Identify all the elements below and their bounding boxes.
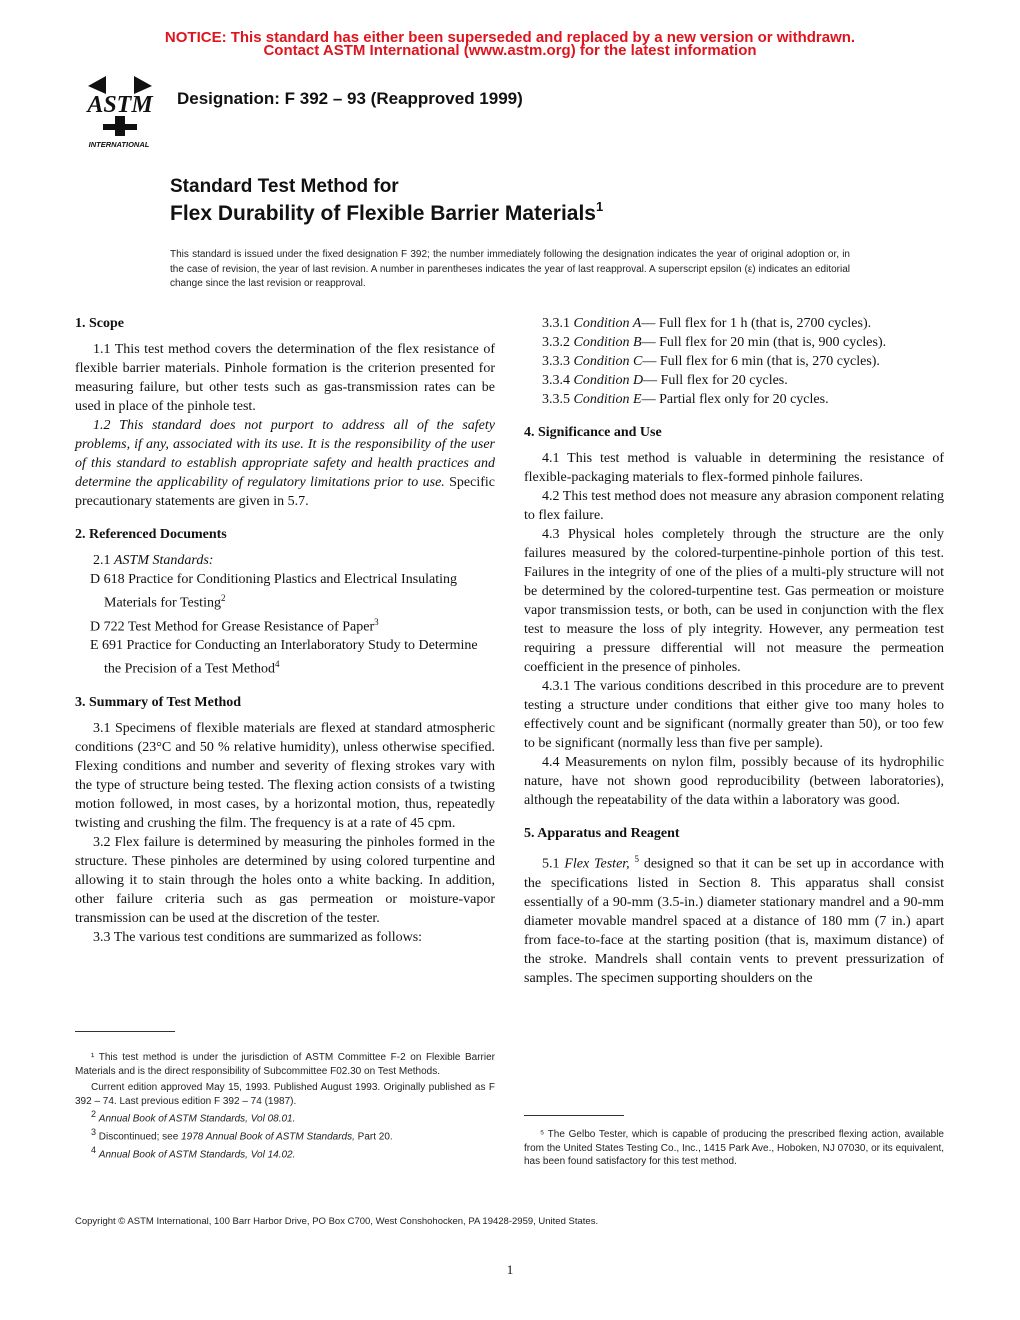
significance-4-3-1: 4.3.1 The various conditions described in this procedure are to prevent testing a structure under conditions that either give too many holes to effectively count and be significant (normally greater than 50), or too few to be significant (normally less than five per sample).: [524, 679, 944, 751]
ref-2-1-num: 2.1: [93, 553, 114, 568]
footnote-3: [75, 1126, 495, 1144]
apparatus-5-1-num: 5.1: [542, 856, 565, 872]
summary-heading: 3. Summary of Test Method: [75, 694, 242, 710]
right-footnotes: [524, 1128, 944, 1169]
ref-d618-fn: 2: [220, 593, 226, 603]
condition-a-text: — Full flex for 1 h (that is, 2700 cycles).: [641, 316, 872, 331]
condition-b: [524, 333, 944, 352]
significance-4-2: 4.2 This test method does not measure any abrasion component relating to flex failure.: [524, 489, 944, 523]
ref-2-1-label: ASTM Standards:: [114, 553, 214, 568]
footnote-3-b: 1978 Annual Book of ASTM Standards,: [181, 1131, 355, 1143]
condition-a-num: 3.3.1: [542, 316, 574, 331]
condition-b-label: Condition B: [573, 335, 642, 350]
footnote-3-mark: 3: [91, 1127, 97, 1138]
scope-1-1: 1.1 This test method covers the determination of the flex resistance of flexible barrier materials. Pinhole formation is the criterion presented for measuring failure, but other tests such as gas-transmission rates can be used in place of the pinhole test.: [75, 342, 495, 414]
scope-1-2-rest: Specific precautionary statements are given in 5.7.: [75, 475, 495, 509]
summary-3-3: 3.3 The various test conditions are summarized as follows:: [93, 929, 423, 945]
apparatus-5-1: [524, 850, 944, 988]
condition-d-text: — Full flex for 20 cycles.: [643, 373, 788, 388]
title-line-2: [170, 199, 603, 226]
summary-3-2: 3.2 Flex failure is determined by measuring the pinholes formed in the structure. These pinholes are determined by using colored turpentine and allowing it to stain through the holes onto a white backing. In addition, other failure criteria such as gas permeation or moisture-vapor transmission can be used at the discretion of the tester.: [75, 834, 495, 926]
footnote-2: [75, 1108, 495, 1126]
notice-line-2: Contact ASTM International (www.astm.org) for the latest information: [263, 42, 757, 59]
ref-e691-fn: 4: [275, 659, 280, 670]
significance-4-3: 4.3 Physical holes completely through the structure are the only failures measured by the colored-turpentine-pinhole portion of this test. Failures in the integrity of one of the plies of a multi-ply structure will not be determined by the colored-turpentine test. Gas permeation or moisture vapor transmission tests, or both, can be used in conjunction with the flex test to measure the loss of ply integrity. However, any permeation test requiring a pressure differential will not measure the permeation coefficient in the presence of pinholes.: [524, 527, 944, 675]
condition-c-label: Condition C: [573, 354, 643, 369]
scope-heading: 1. Scope: [75, 316, 124, 331]
footnote-4-text: Annual Book of ASTM Standards, Vol 14.02.: [98, 1149, 296, 1161]
footnote-3-a: Discontinued; see: [98, 1131, 182, 1143]
footnote-4: [75, 1144, 495, 1162]
footnote-4-mark: 4: [91, 1145, 97, 1156]
notice-line-1: NOTICE: This standard has either been superseded and replaced by a new version or withdrawn.: [164, 29, 856, 46]
condition-c: [524, 352, 944, 371]
apparatus-5-1-fn: 5: [634, 854, 640, 864]
right-column: [524, 314, 944, 988]
significance-heading: 4. Significance and Use: [524, 425, 662, 440]
title-footnote-mark: 1: [595, 199, 604, 214]
designation: Designation: F 392 – 93 (Reapproved 1999): [177, 89, 523, 108]
page-number: 1: [506, 1262, 514, 1277]
title-main: Flex Durability of Flexible Barrier Materials: [170, 202, 596, 225]
condition-d: [524, 371, 944, 390]
scope-1-2: [75, 416, 495, 511]
footnote-rule-right: [524, 1115, 624, 1116]
ref-d618-text: D 618 Practice for Conditioning Plastics and Electrical Insulating Materials for Testing: [90, 572, 458, 611]
summary-3-1: 3.1 Specimens of flexible materials are flexed at standard atmospheric conditions (23°C and 50 % relative humidity), unless otherwise specified. Flexing conditions and number and severity of flexing strokes vary with the type of structure being tested. The flexing action consists of a twisting motion followed, in most cases, by a horizontal motion, thus, repeatedly twisting and crushing the film. The frequency is at a rate of 45 cpm.: [75, 720, 495, 831]
ref-heading: 2. Referenced Documents: [75, 527, 227, 542]
footnote-2-text: Annual Book of ASTM Standards, Vol 08.01.: [98, 1113, 296, 1125]
ref-e691: [75, 636, 495, 679]
apparatus-5-1-text: designed so that it can be set up in accordance with the specifications listed in Section 8. This apparatus shall consist essentially of a 90-mm (3.5-in.) diameter stationary mandrel and a 90-mm diameter movable mandrel spaced at a distance of 180 mm (7 in.) apart from face-to-face at the starting position (that is, maximum distance) of the stroke. Mandrels shall contain vents to prevent pressurization of samples. The specimen supporting shoulders on the: [524, 856, 944, 986]
footnote-rule-left: [75, 1031, 175, 1032]
astm-logo: [76, 72, 162, 152]
condition-b-text: — Full flex for 20 min (that is, 900 cycles).: [641, 335, 887, 350]
condition-b-num: 3.3.2: [542, 335, 574, 350]
left-footnotes: [75, 1051, 495, 1162]
condition-d-num: 3.3.4: [542, 373, 574, 388]
logo-subtext: INTERNATIONAL: [88, 140, 150, 149]
condition-a-label: Condition A: [573, 316, 642, 331]
ref-2-1: [75, 551, 495, 570]
copyright: Copyright © ASTM International, 100 Barr Harbor Drive, PO Box C700, West Conshohocken, PA 19428-2959, United States.: [75, 1216, 599, 1227]
significance-4-1: 4.1 This test method is valuable in determining the resistance of flexible-packaging materials to flex-formed pinhole failures.: [524, 451, 944, 485]
left-column: [75, 314, 495, 947]
ref-d722-fn: 3: [374, 616, 379, 627]
issued-note: This standard is issued under the fixed designation F 392; the number immediately following the designation indicates the year of original adoption or, in the case of revision, the year of last revision. A number in parentheses indicates the year of last reapproval. A superscript epsilon (ε) indicates an editorial change since the last revision or reapproval.: [170, 249, 850, 289]
significance-4-4: 4.4 Measurements on nylon film, possibly because of its hydrophilic nature, have not shown good reproducibility (between laboratories), although the repeatability of the data within a laboratory was good.: [524, 755, 944, 808]
ref-d722-text: D 722 Test Method for Grease Resistance of Paper: [90, 619, 375, 635]
condition-c-text: — Full flex for 6 min (that is, 270 cycles).: [642, 354, 880, 369]
footnote-2-mark: 2: [91, 1109, 97, 1120]
ref-e691-text: E 691 Practice for Conducting an Interlaboratory Study to Determine the Precision of a Test Method: [90, 638, 478, 677]
footnote-5: ⁵ The Gelbo Tester, which is capable of producing the prescribed flexing action, available from the United States Testing Co., Inc., 1415 Park Ave., Hoboken, NJ 07030, or its equivalent, has been found satisfactory for this test method.: [524, 1129, 944, 1168]
footnote-1: ¹ This test method is under the jurisdiction of ASTM Committee F-2 on Flexible Barrier Materials and is the direct responsibility of Subcommittee F02.30 on Test Methods.: [75, 1052, 495, 1077]
ref-d618: [75, 570, 495, 613]
apparatus-5-1-label: Flex Tester,: [564, 856, 630, 872]
condition-e-text: — Partial flex only for 20 cycles.: [641, 392, 829, 407]
condition-a: [524, 314, 944, 333]
condition-e: [524, 390, 944, 409]
apparatus-heading: 5. Apparatus and Reagent: [524, 826, 680, 841]
footnote-1-edition: Current edition approved May 15, 1993. Published August 1993. Originally published as F 392 – 74. Last previous edition F 392 – 74 (1987).: [75, 1082, 495, 1107]
scope-1-2-caveat: 1.2 This standard does not purport to address all of the safety problems, if any, associated with its use. It is the responsibility of the user of this standard to establish appropriate safety and health practices and determine the applicability of regulatory limitations prior to use.: [75, 418, 495, 490]
footnote-3-c: Part 20.: [354, 1131, 393, 1143]
condition-e-num: 3.3.5: [542, 392, 574, 407]
title-line-1: Standard Test Method for: [170, 176, 399, 197]
ref-d722: [75, 613, 495, 637]
condition-d-label: Condition D: [573, 373, 644, 388]
condition-c-num: 3.3.3: [542, 354, 574, 369]
logo-text: ASTM: [87, 92, 153, 118]
condition-e-label: Condition E: [573, 392, 642, 407]
